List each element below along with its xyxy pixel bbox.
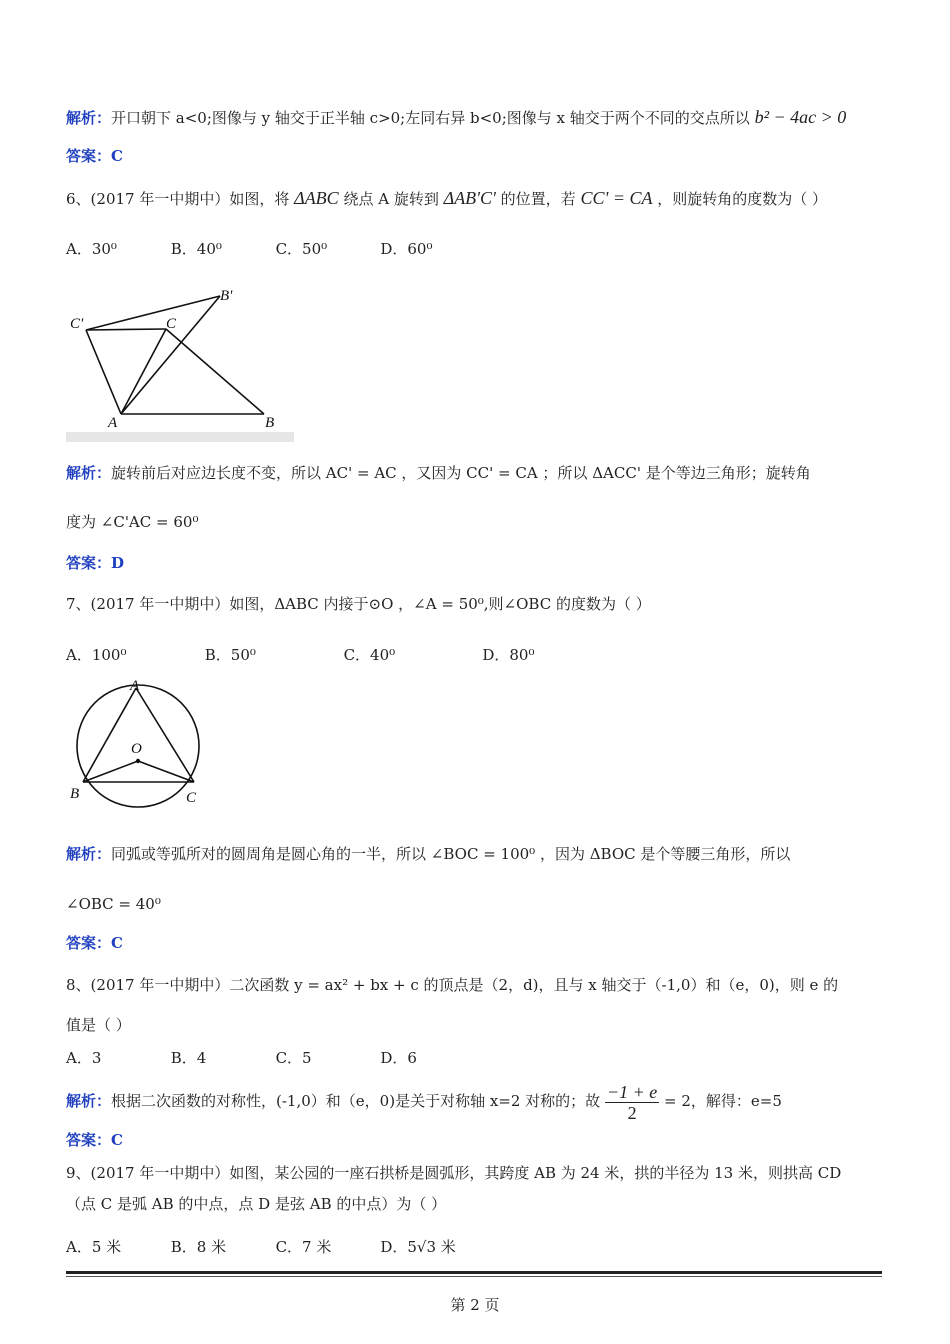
q9-option-c: C．7 米 — [275, 1238, 332, 1256]
label-a: A — [130, 678, 140, 694]
q6-options — [66, 238, 480, 260]
fraction — [605, 1082, 659, 1123]
fraction-denominator: 2 — [627, 1102, 637, 1123]
analysis-text: 同弧或等弧所对的圆周角是圆心角的一半，所以 ∠BOC = 100⁰ ，因为 ΔBOC 是个等腰三角形，所以 — [111, 845, 791, 863]
analysis-label: 解析： — [66, 1092, 112, 1110]
q6-option-a: A．30⁰ — [66, 240, 117, 258]
q6-stem-a: 6、(2017 年一中期中）如图，将 — [66, 190, 290, 208]
q7-analysis-2: ∠OBC = 40⁰ — [66, 895, 161, 913]
analysis-text: 开口朝下 a<0;图像与 y 轴交于正半轴 c>0;左同右异 b<0;图像与 x 轴交于两个不同的交点所以 — [111, 109, 750, 127]
center-point — [136, 759, 140, 763]
q5-answer: 答案：C — [66, 147, 123, 165]
q8-option-a: A．3 — [66, 1049, 102, 1067]
q6-rotation-figure — [66, 284, 294, 442]
q6-option-b: B．40⁰ — [170, 240, 222, 258]
q7-answer: 答案：C — [66, 934, 123, 952]
q8-analysis — [66, 1080, 782, 1123]
label-b: B — [70, 786, 80, 802]
q7-options — [66, 644, 616, 666]
q6-option-c: C．50⁰ — [275, 240, 328, 258]
q7-option-d: D．80⁰ — [482, 646, 535, 664]
q6-stem-c: 的位置，若 — [500, 190, 576, 208]
q9-option-b: B．8 米 — [170, 1238, 227, 1256]
q9-stem-1: 9、(2017 年一中期中）如图，某公园的一座石拱桥是圆弧形，其跨度 AB 为 24 米，拱的半径为 13 米，则拱高 CD — [66, 1164, 842, 1182]
label-a: A — [108, 415, 118, 431]
q6-answer: 答案：D — [66, 554, 125, 572]
q9-stem-2: （点 C 是弧 AB 的中点，点 D 是弦 AB 的中点）为（ ） — [66, 1195, 447, 1213]
q8-options — [66, 1047, 480, 1069]
q6-stem — [66, 187, 827, 210]
q7-circle-figure — [66, 678, 216, 808]
label-c: C — [166, 316, 177, 332]
q8-option-c: C．5 — [275, 1049, 312, 1067]
footer-divider-thin — [66, 1276, 882, 1277]
q7-analysis-1 — [66, 843, 790, 865]
q6-stem-m1: ΔABC — [294, 188, 339, 208]
footer-divider — [66, 1271, 882, 1274]
page-number: 第 2 页 — [450, 1296, 500, 1314]
q6-stem-d: ，则旋转角的度数为（ ） — [657, 190, 828, 208]
analysis-math: b² − 4ac > 0 — [754, 107, 847, 127]
label-c: C — [186, 790, 197, 806]
q6-stem-m2: ΔAB'C' — [443, 188, 496, 208]
q8-answer: 答案：C — [66, 1131, 123, 1149]
analysis-tail: = 2，解得：e=5 — [664, 1092, 782, 1110]
q8-option-d: D．6 — [380, 1049, 417, 1067]
label-b: B — [265, 415, 275, 431]
analysis-label: 解析： — [66, 845, 112, 863]
analysis-text: 根据二次函数的对称性，(-1,0）和（e，0)是关于对称轴 x=2 对称的；故 — [111, 1092, 601, 1110]
q9-option-d: D．5√3 米 — [380, 1238, 456, 1256]
q6-option-d: D．60⁰ — [380, 240, 433, 258]
label-o: O — [131, 741, 142, 757]
q6-analysis-2: 度为 ∠C'AC = 60⁰ — [66, 513, 199, 531]
q7-stem: 7、(2017 年一中期中）如图，ΔABC 内接于⊙O ，∠A = 50⁰,则∠OBC 的度数为（ ） — [66, 595, 651, 613]
q6-stem-b: 绕点 A 旋转到 — [343, 190, 439, 208]
q7-option-c: C．40⁰ — [343, 646, 396, 664]
q9-option-a: A．5 米 — [66, 1238, 122, 1256]
analysis-text: 旋转前后对应边长度不变，所以 AC' = AC ，又因为 CC' = CA ；所以 ΔACC' 是个等边三角形；旋转角 — [111, 464, 811, 482]
analysis-label: 解析： — [66, 109, 112, 127]
q8-option-b: B．4 — [170, 1049, 207, 1067]
q8-stem-2: 值是（ ） — [66, 1016, 131, 1034]
fraction-numerator: −1 + e — [606, 1081, 658, 1102]
q7-option-b: B．50⁰ — [204, 646, 256, 664]
analysis-label: 解析： — [66, 464, 112, 482]
q7-option-a: A．100⁰ — [66, 646, 127, 664]
q5-analysis — [66, 106, 846, 129]
label-c-prime: C' — [70, 316, 84, 332]
label-b-prime: B' — [220, 288, 233, 304]
q6-analysis-1 — [66, 462, 811, 484]
q6-stem-m3: CC' = CA — [580, 188, 653, 208]
q8-stem-1: 8、(2017 年一中期中）二次函数 y = ax² + bx + c 的顶点是（2，d)，且与 x 轴交于（-1,0）和（e，0)，则 e 的 — [66, 976, 839, 994]
figure-shadow — [66, 432, 294, 442]
q9-options — [66, 1236, 500, 1258]
